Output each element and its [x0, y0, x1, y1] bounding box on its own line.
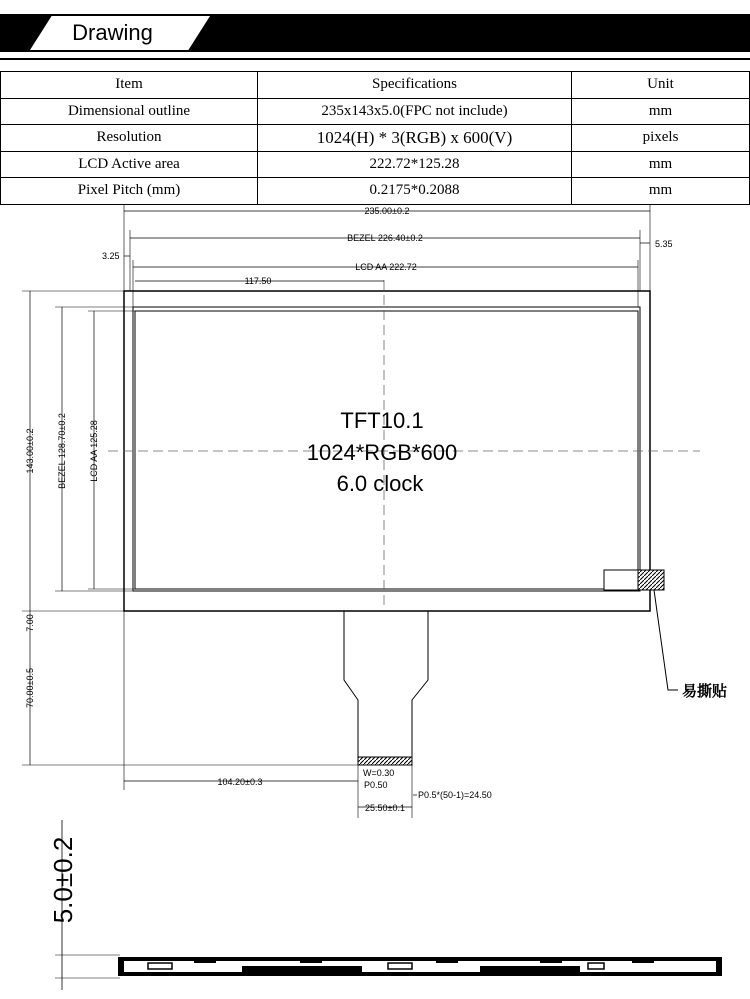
- table-cell: mm: [572, 178, 750, 205]
- table-cell: 222.72*125.28: [258, 151, 572, 178]
- table-cell: mm: [572, 98, 750, 125]
- table-cell: 235x143x5.0(FPC not include): [258, 98, 572, 125]
- dim-overall-width: 235.00±0.2: [364, 206, 410, 216]
- tear-tape: [604, 570, 678, 690]
- table-cell: LCD Active area: [1, 151, 258, 178]
- table-row: [1, 125, 750, 152]
- column-header-specifications: Specifications: [258, 72, 572, 99]
- tear-tape-label: 易撕贴: [682, 683, 728, 700]
- dim-fpc-width: 25.50±0.1: [365, 803, 405, 813]
- dim-lcd-aa-height: LCD AA 125.28: [89, 420, 99, 482]
- dim-overall-height: 143.00±0.2: [25, 428, 35, 474]
- dim-bezel-width: BEZEL 226.40±0.2: [347, 233, 423, 243]
- table-cell: Resolution: [1, 125, 258, 152]
- page-title: Drawing: [72, 20, 153, 45]
- dim-pin-width: W=0.30: [363, 768, 395, 778]
- dim-bezel-height: BEZEL 128.70±0.2: [57, 413, 67, 489]
- dim-left-offset: 3.25: [102, 251, 120, 261]
- title-divider: [0, 58, 750, 60]
- dim-fpc-gap: 7.00: [25, 614, 35, 632]
- dim-fpc-length: 70.00±0.5: [25, 668, 35, 708]
- table-row: [1, 98, 750, 125]
- table-cell: 0.2175*0.2088: [258, 178, 572, 205]
- dim-right-offset: 5.35: [655, 239, 673, 249]
- dimension-lines: [30, 211, 650, 807]
- spec-table: [0, 71, 750, 205]
- panel-resolution-label: 1024*RGB*600: [306, 440, 458, 465]
- fpc-cable: [344, 611, 428, 765]
- dim-pin-pitch: P0.50: [364, 780, 388, 790]
- column-header-item: Item: [1, 72, 258, 99]
- panel-model-label: TFT10.1: [340, 408, 424, 433]
- dim-pin-span: P0.5*(50-1)=24.50: [418, 790, 492, 800]
- table-cell: 1024(H) * 3(RGB) x 600(V): [258, 125, 572, 152]
- table-cell: Pixel Pitch (mm): [1, 178, 258, 205]
- dim-fpc-offset: 104.20±0.3: [217, 777, 263, 787]
- dim-thickness: 5.0±0.2: [48, 836, 78, 924]
- mechanical-drawing: [0, 200, 750, 999]
- panel-viewing-label: 6.0 clock: [336, 471, 424, 496]
- dim-lcd-aa-width: LCD AA 222.72: [355, 262, 417, 272]
- table-header-row: [1, 72, 750, 99]
- table-cell: Dimensional outline: [1, 98, 258, 125]
- side-view: [48, 820, 722, 990]
- table-cell: pixels: [572, 125, 750, 152]
- extension-lines: [22, 205, 650, 818]
- table-cell: mm: [572, 151, 750, 178]
- dim-half-width: 117.50: [244, 276, 272, 286]
- column-header-unit: Unit: [572, 72, 750, 99]
- table-row: [1, 151, 750, 178]
